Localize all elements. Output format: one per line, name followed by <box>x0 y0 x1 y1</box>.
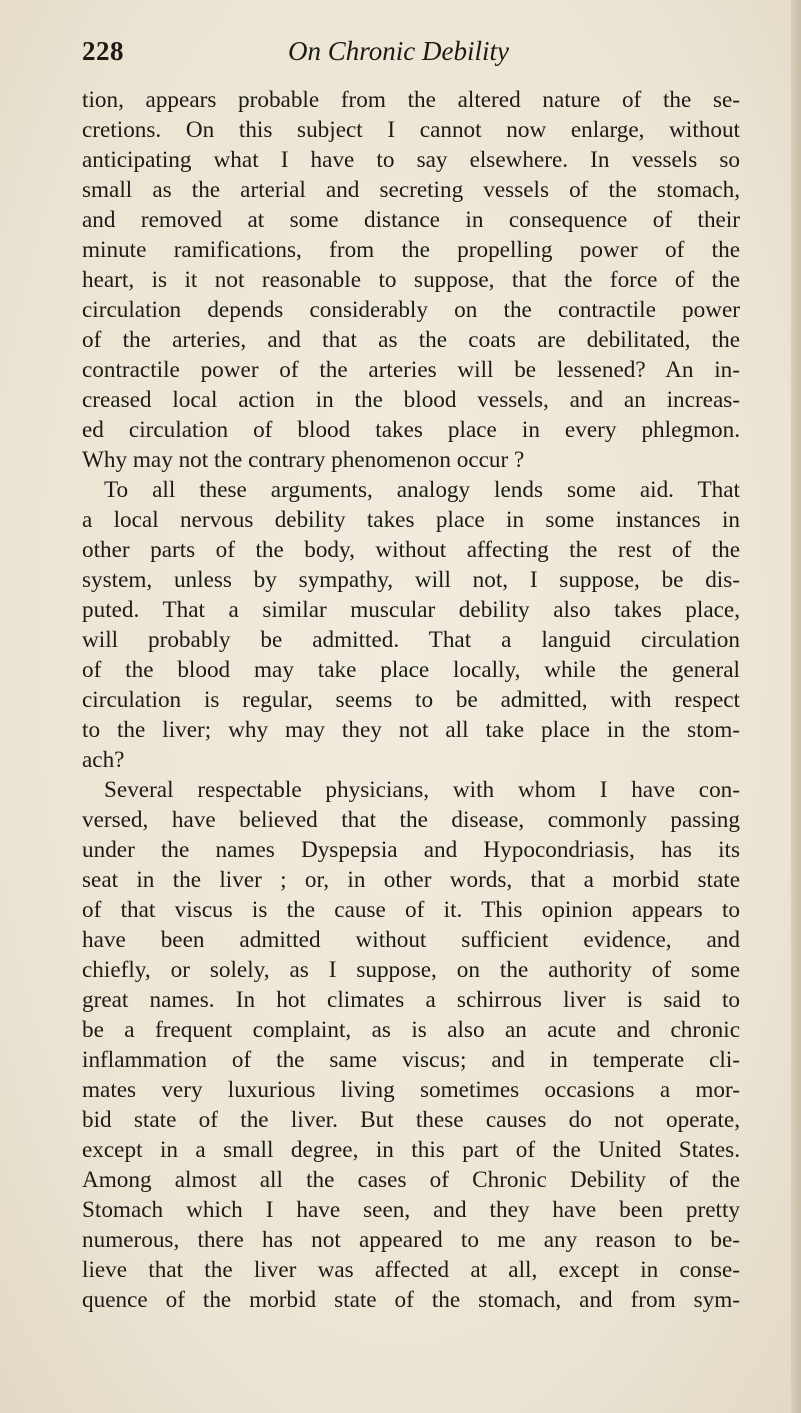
text-line: seat in the liver ; or, in other words, that a morbid state <box>82 867 740 893</box>
text-line: cretions. On this subject I cannot now enlarge, without <box>82 117 740 143</box>
text-line: be a frequent complaint, as is also an acute and chronic <box>82 1017 740 1043</box>
text-line: small as the arterial and secreting vessels of the stomach, <box>82 177 740 203</box>
text-line: to the liver; why may they not all take place in the stom- <box>82 717 740 743</box>
body-text <box>82 85 740 1315</box>
text-line: Why may not the contrary phenomenon occur ? <box>82 447 525 473</box>
text-line: of the blood may take place locally, while the general <box>82 657 740 683</box>
text-line: puted. That a similar muscular debility also takes place, <box>82 597 740 623</box>
page-number: 228 <box>82 36 124 66</box>
text-line: will probably be admitted. That a languid circulation <box>82 627 740 653</box>
page-edge-shadow <box>791 0 801 1413</box>
running-title: On Chronic Debility <box>288 36 509 66</box>
text-line: inflammation of the same viscus; and in temperate cli- <box>82 1047 740 1073</box>
text-line: lieve that the liver was affected at all, except in conse- <box>82 1257 740 1283</box>
text-line: system, unless by sympathy, will not, I suppose, be dis- <box>82 567 740 593</box>
text-line: great names. In hot climates a schirrous liver is said to <box>82 987 740 1013</box>
text-line: minute ramifications, from the propelling power of the <box>82 237 740 263</box>
text-line: tion, appears probable from the altered nature of the se- <box>82 87 740 113</box>
text-line: other parts of the body, without affecting the rest of the <box>82 537 740 563</box>
text-line: of the arteries, and that as the coats are debilitated, the <box>82 327 740 353</box>
text-line: circulation depends considerably on the contractile power <box>82 297 740 323</box>
text-line: mates very luxurious living sometimes occasions a mor- <box>82 1077 740 1103</box>
text-line: heart, is it not reasonable to suppose, that the force of the <box>82 267 740 293</box>
paragraph-start-line: Several respectable physicians, with whom I have con- <box>104 777 740 803</box>
text-line: contractile power of the arteries will be lessened? An in- <box>82 357 740 383</box>
text-line: bid state of the liver. But these causes do not operate, <box>82 1107 740 1133</box>
text-line: versed, have believed that the disease, commonly passing <box>82 807 740 833</box>
text-line: and removed at some distance in consequence of their <box>82 207 740 233</box>
text-line: ach? <box>82 747 125 773</box>
text-line: have been admitted without sufficient evidence, and <box>82 927 740 953</box>
text-line: creased local action in the blood vessels, and an increas- <box>82 387 740 413</box>
text-line: circulation is regular, seems to be admitted, with respect <box>82 687 740 713</box>
text-line: a local nervous debility takes place in some instances in <box>82 507 740 533</box>
text-line: Among almost all the cases of Chronic Debility of the <box>82 1167 740 1193</box>
text-line: under the names Dyspepsia and Hypocondriasis, has its <box>82 837 740 863</box>
text-line: Stomach which I have seen, and they have been pretty <box>82 1197 740 1223</box>
text-line: ed circulation of blood takes place in every phlegmon. <box>82 417 740 443</box>
text-line: of that viscus is the cause of it. This opinion appears to <box>82 897 740 923</box>
text-line: anticipating what I have to say elsewhere. In vessels so <box>82 147 740 173</box>
paragraph-start-line: To all these arguments, analogy lends some aid. That <box>104 477 740 503</box>
text-line: numerous, there has not appeared to me any reason to be- <box>82 1227 740 1253</box>
text-line: quence of the morbid state of the stomach, and from sym- <box>82 1287 740 1313</box>
running-head <box>82 36 742 76</box>
text-line: chiefly, or solely, as I suppose, on the authority of some <box>82 957 740 983</box>
text-line: except in a small degree, in this part of the United States. <box>82 1137 740 1163</box>
